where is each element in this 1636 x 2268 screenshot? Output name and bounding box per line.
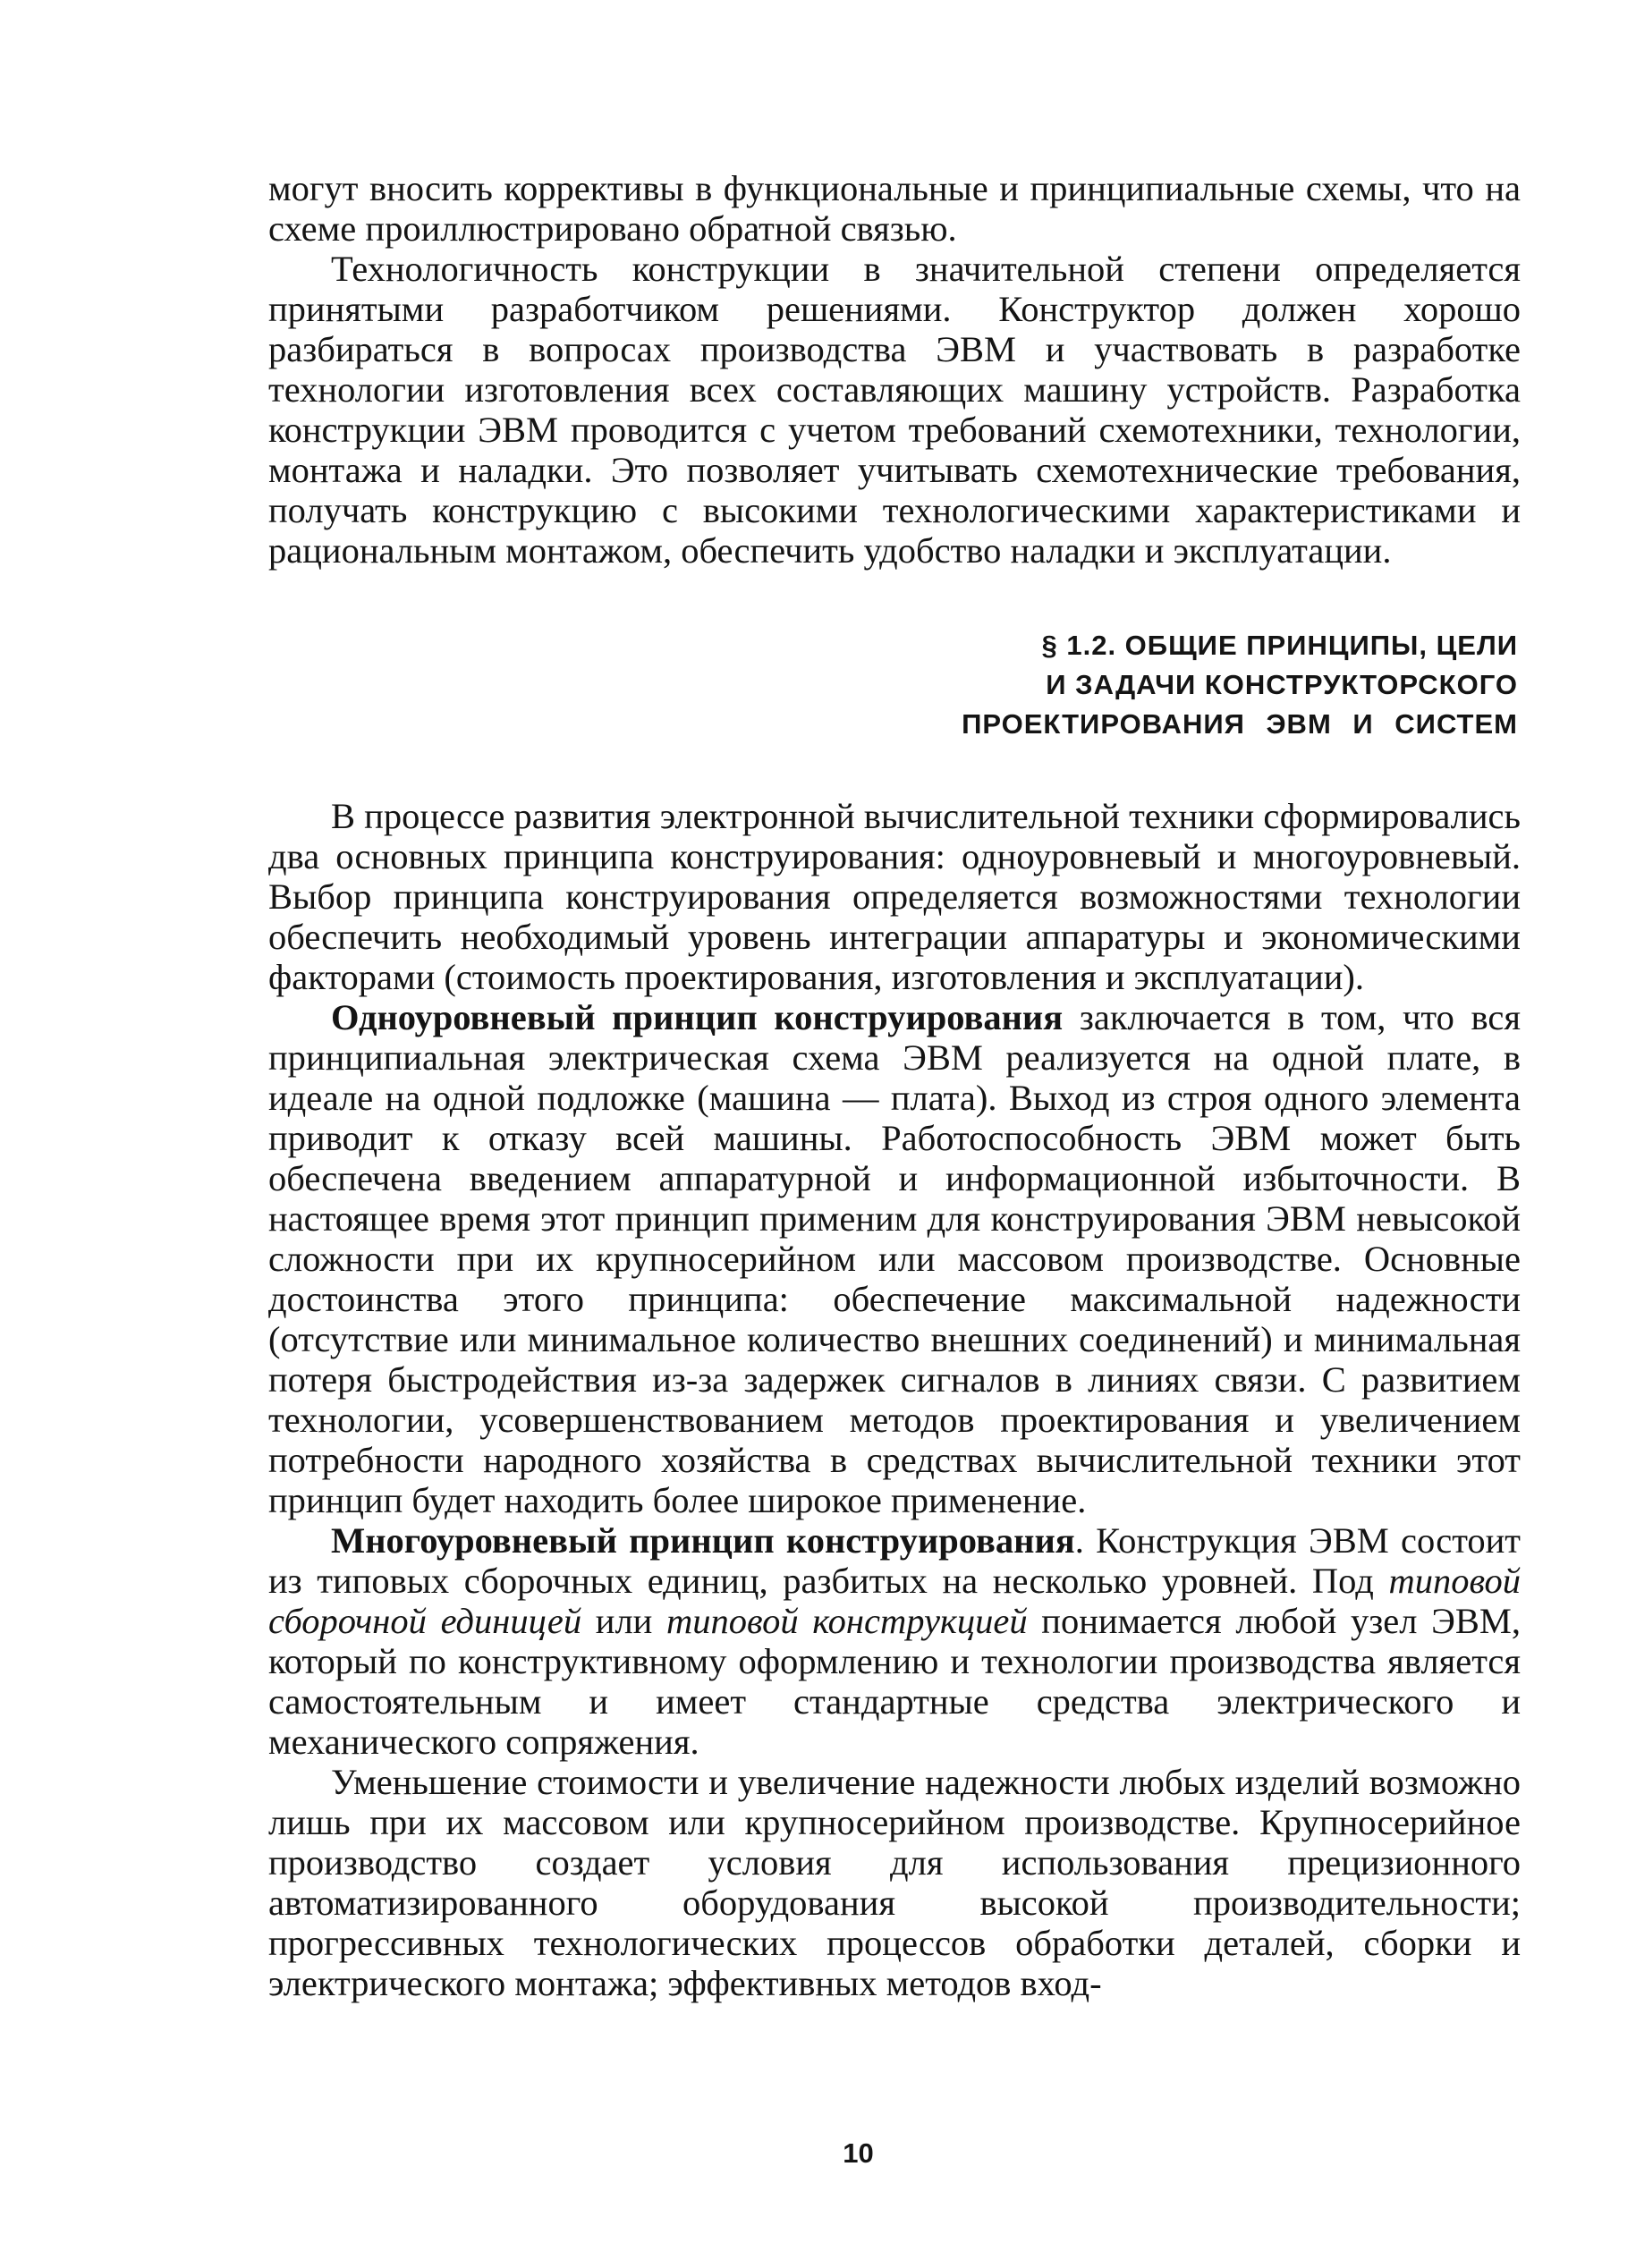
section-heading-line-2: И ЗАДАЧИ КОНСТРУКТОРСКОГО xyxy=(1046,669,1518,700)
multi-level-text-1: . Конструкция ЭВМ состоит из типовых сборочных единиц, разбитых на несколько уровней. Под xyxy=(268,1520,1521,1601)
section-heading-line-3: ПРОЕКТИРОВАНИЯ ЭВМ И СИСТЕМ xyxy=(962,708,1518,740)
page-number: 10 xyxy=(843,2137,874,2169)
multi-level-text-2: или xyxy=(581,1601,667,1641)
typical-construction-term: типовой конструкцией xyxy=(666,1601,1028,1641)
typical-assembly-unit-term: типовой сборочной единицей xyxy=(268,1561,1521,1641)
paragraph-manufacturability: Технологичность конструкции в значительной степени определяется принятыми разработчиком решениями. Конструктор должен хорошо разбираться в вопросах производства ЭВМ и участвовать в разработке технологии изготовления всех составляющих машину устройств. Разработка конструкции ЭВМ проводится с учетом требований схемотехники, технологии, монтажа и наладки. Это позволяет учитывать схемотехнические требования, получать конструкцию с высокими технологическими характеристиками и рациональным монтажом, обеспечить удобство наладки и эксплуатации. xyxy=(268,249,1521,571)
paragraph-single-level xyxy=(268,997,1521,1520)
paragraph-multi-level xyxy=(268,1520,1521,1762)
multi-level-text-3: понимается любой узел ЭВМ, который по конструктивному оформлению и технологии производства является самостоятельным и имеет стандартные средства электрического и механического сопряжения. xyxy=(268,1601,1522,1762)
section-heading xyxy=(268,626,1521,744)
book-page xyxy=(268,168,1521,2003)
single-level-term: Одноуровневый принцип конструирования xyxy=(331,997,1064,1037)
paragraph-continuation: могут вносить коррективы в функциональные и принципиальные схемы, что на схеме проиллюстрировано обратной связью. xyxy=(268,168,1521,249)
paragraph-design-principles: В процессе развития электронной вычислительной техники сформировались два основных принципа конструирования: одноуровневый и многоуровневый. Выбор принципа конструирования определяется возможностями технологии обеспечить необходимый уровень интеграции аппаратуры и экономическими факторами (стоимость проектирования, изготовления и эксплуатации). xyxy=(268,796,1521,997)
section-heading-line-1: § 1.2. ОБЩИЕ ПРИНЦИПЫ, ЦЕЛИ xyxy=(1041,630,1518,661)
single-level-text: заключается в том, что вся принципиальная электрическая схема ЭВМ реализуется на одной плате, в идеале на одной подложке (машина — плата). Выход из строя одного элемента приводит к отказу всей машины. Работоспособность ЭВМ может быть обеспечена введением аппаратурной и информационной избыточности. В настоящее время этот принцип применим для конструирования ЭВМ невысокой сложности при их крупносерийном или массовом производстве. Основные достоинства этого принципа: обеспечение максимальной надежности (отсутствие или минимальное количество внешних соединений) и минимальная потеря быстродействия из-за задержек сигналов в линиях связи. С развитием технологии, усовершенствованием методов проектирования и увеличением потребности народного хозяйства в средствах вычислительной техники этот принцип будет находить более широкое применение. xyxy=(268,997,1521,1520)
paragraph-mass-production: Уменьшение стоимости и увеличение надежности любых изделий возможно лишь при их массовом или крупносерийном производстве. Крупносерийное производство создает условия для использования прецизионного автоматизированного оборудования высокой производительности; прогрессивных технологических процессов обработки деталей, сборки и электрического монтажа; эффективных методов вход- xyxy=(268,1762,1521,2003)
multi-level-term: Многоуровневый принцип конструирования xyxy=(331,1520,1075,1561)
